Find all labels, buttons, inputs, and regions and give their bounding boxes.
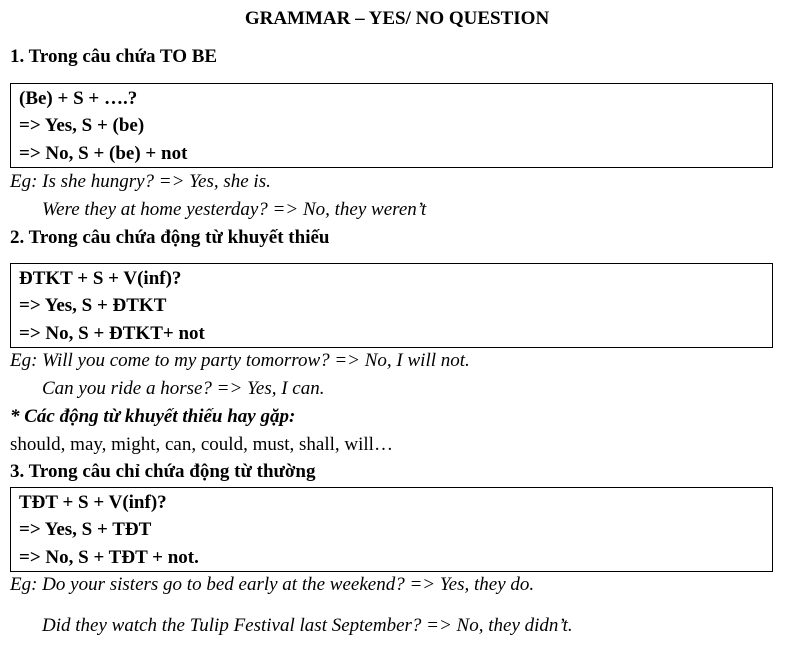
- formula-question: TĐT + S + V(inf)?: [19, 492, 167, 513]
- section-3-heading: 3. Trong câu chỉ chứa động từ thường: [10, 461, 316, 482]
- modal-verbs-note-heading: * Các động từ khuyết thiếu hay gặp:: [10, 406, 296, 427]
- formula-no-answer: => No, S + ĐTKT+ not: [19, 323, 205, 344]
- formula-question: (Be) + S + ….?: [19, 88, 138, 109]
- example-line: Eg: Is she hungry? => Yes, she is.: [10, 171, 271, 192]
- formula-no-answer: => No, S + (be) + not: [19, 143, 188, 164]
- section-2-heading: 2. Trong câu chứa động từ khuyết thiếu: [10, 227, 330, 248]
- section-1-formula-box: [10, 83, 773, 168]
- formula-no-answer: => No, S + TĐT + not.: [19, 547, 199, 568]
- formula-yes-answer: => Yes, S + (be): [19, 115, 145, 136]
- example-line: Were they at home yesterday? => No, they weren’t: [42, 199, 427, 220]
- example-line: Eg: Do your sisters go to bed early at the weekend? => Yes, they do.: [10, 574, 535, 595]
- formula-yes-answer: => Yes, S + TĐT: [19, 519, 152, 540]
- example-line: Did they watch the Tulip Festival last September? => No, they didn’t.: [42, 615, 573, 636]
- example-line: Can you ride a horse? => Yes, I can.: [42, 378, 325, 399]
- page-title: GRAMMAR – YES/ NO QUESTION: [244, 8, 550, 29]
- formula-question: ĐTKT + S + V(inf)?: [19, 268, 182, 289]
- section-1-heading: 1. Trong câu chứa TO BE: [10, 46, 218, 67]
- section-3-formula-box: [10, 487, 773, 572]
- example-line: Eg: Will you come to my party tomorrow? => No, I will not.: [10, 350, 470, 371]
- formula-yes-answer: => Yes, S + ĐTKT: [19, 295, 167, 316]
- modal-verbs-list: should, may, might, can, could, must, shall, will…: [10, 434, 393, 455]
- section-2-formula-box: [10, 263, 773, 348]
